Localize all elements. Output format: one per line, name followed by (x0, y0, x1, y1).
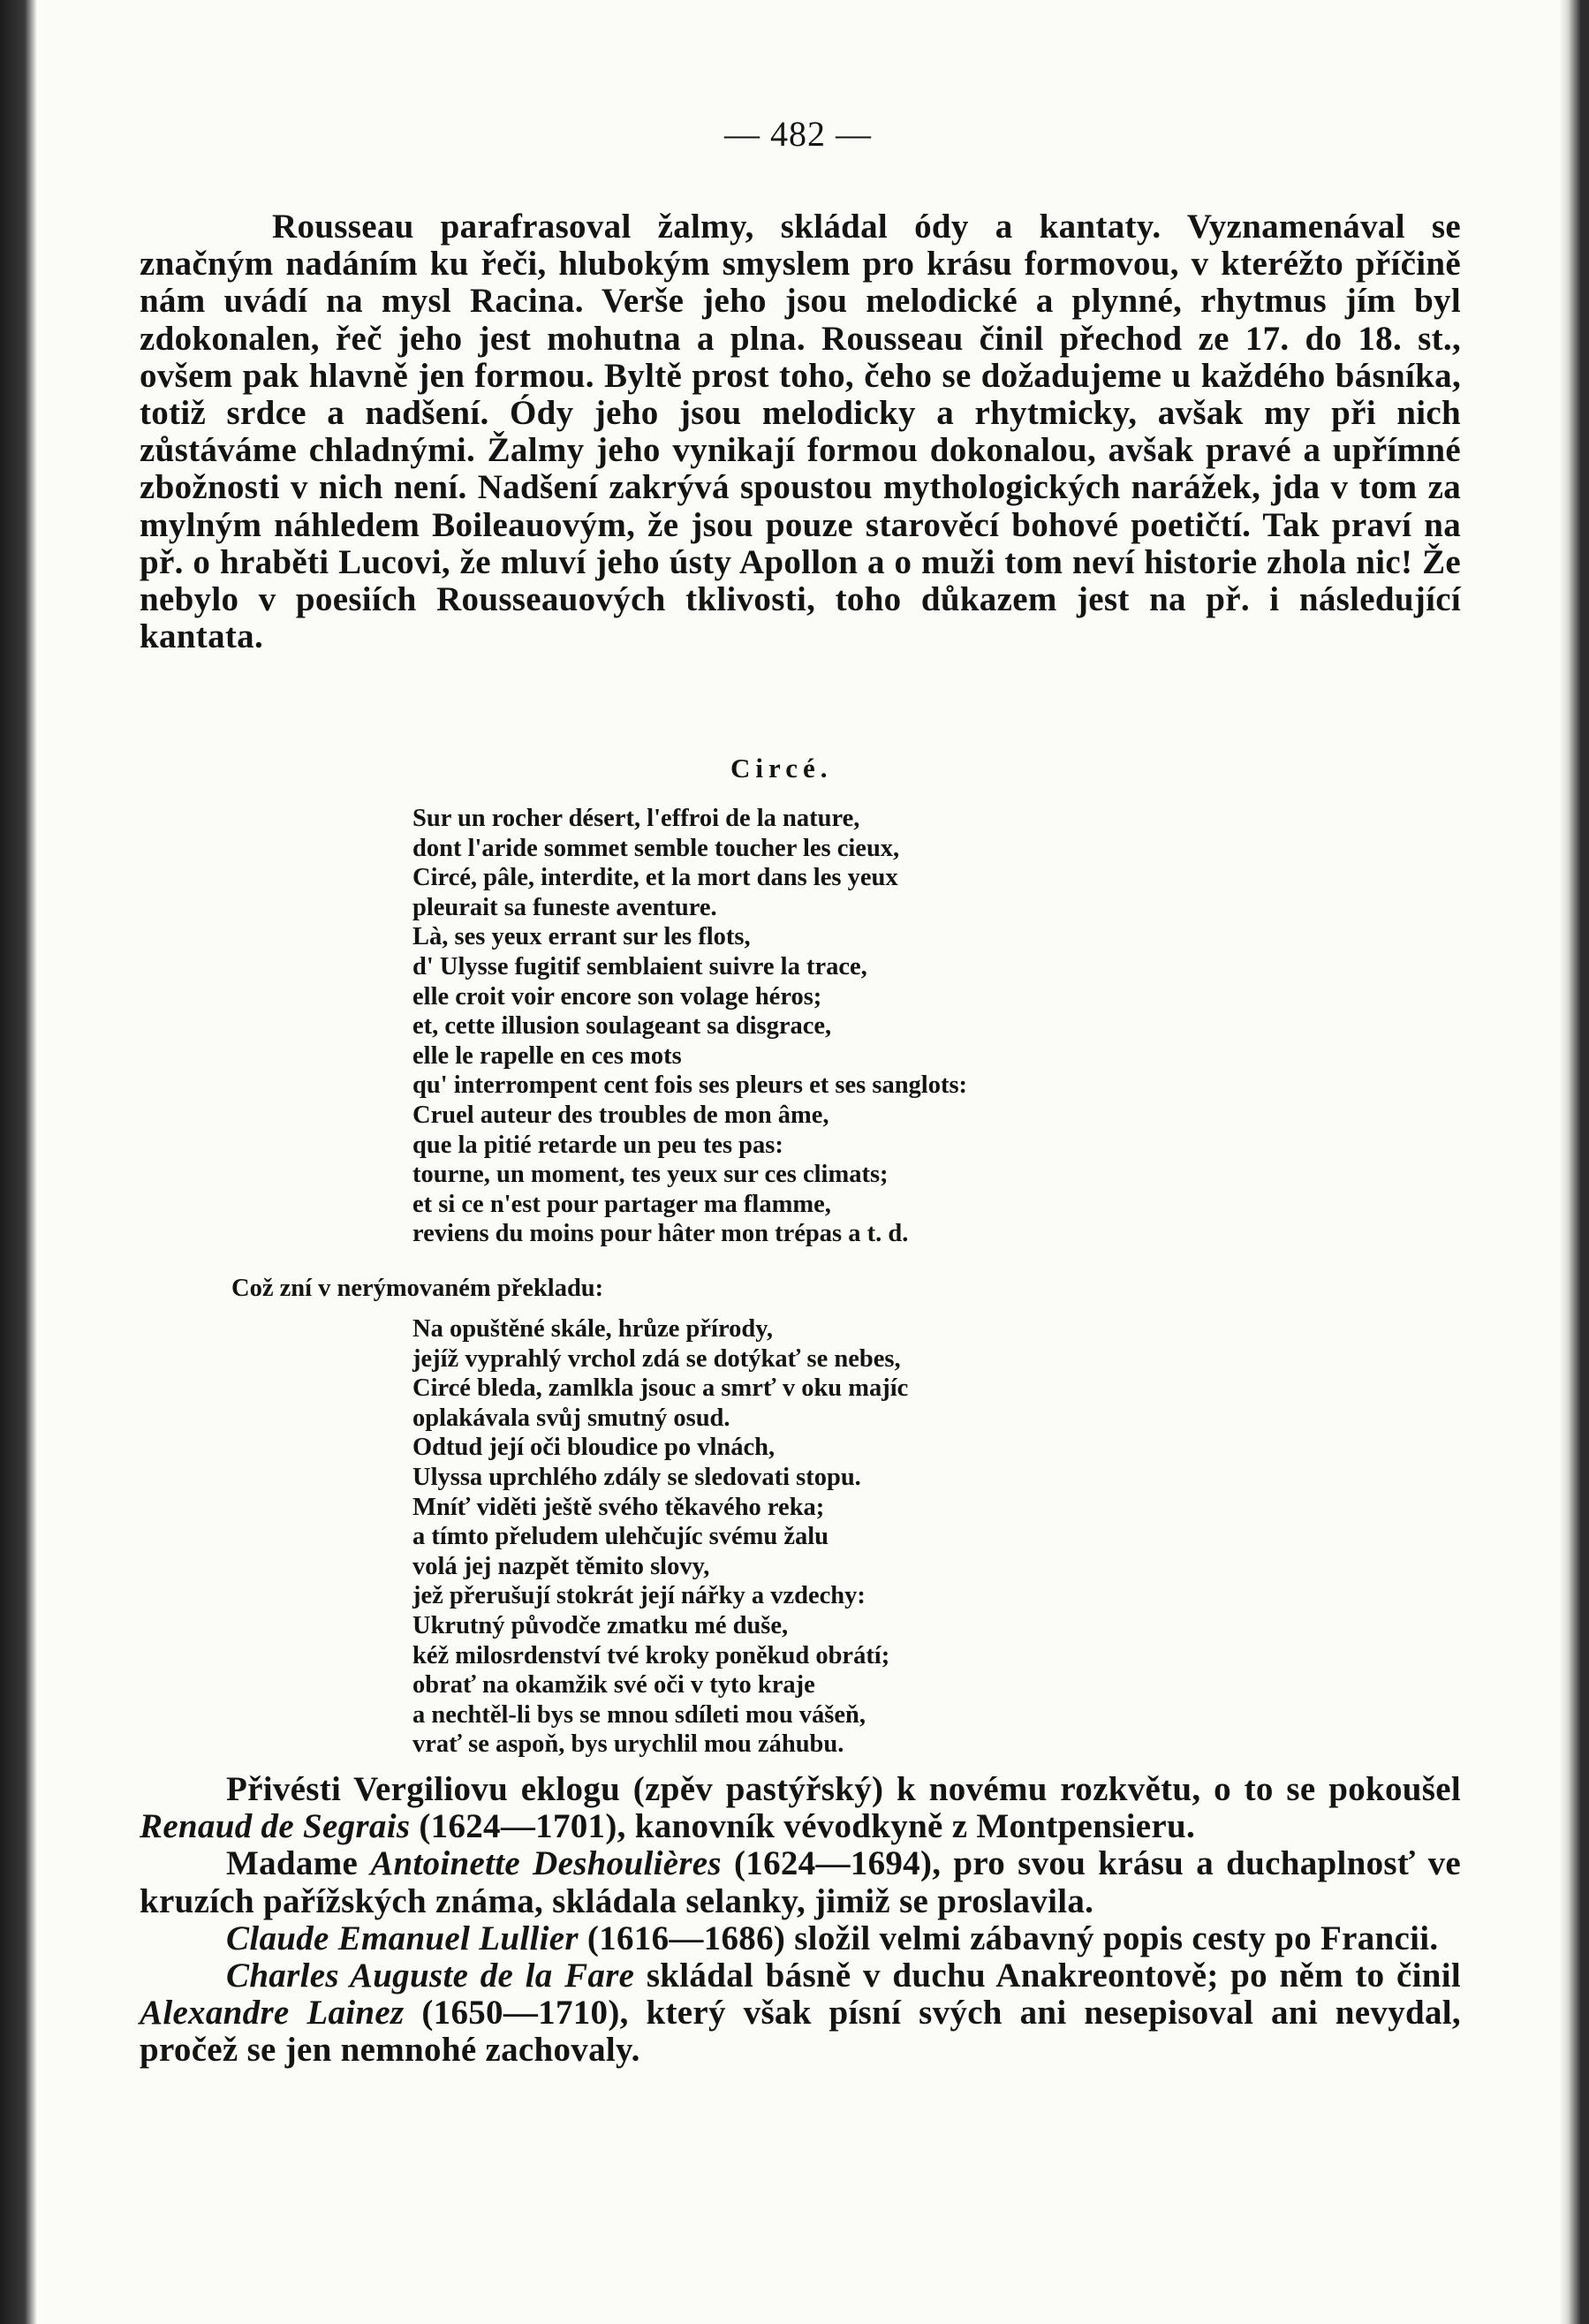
poem-line: elle croit voir encore son volage héros; (412, 982, 822, 1011)
text-run: Přivésti Vergiliovu eklogu (zpěv pastýřský) k novému rozkvětu, o to se pokoušel (226, 1770, 1461, 1808)
text-run: (1624—1701), kanovník vévodkyně z Montpensieru. (410, 1807, 1196, 1846)
poem-line: Na opuštěné skále, hrůze přírody, (412, 1315, 774, 1343)
poem-line: Cruel auteur des troubles de mon âme, (412, 1101, 829, 1129)
author-name: Antoinette Deshoulières (370, 1844, 722, 1883)
poem-line: pleurait sa funeste aventure. (412, 893, 717, 921)
paragraph-lafare (140, 1957, 1461, 2070)
poem-line: tourne, un moment, tes yeux sur ces climats; (412, 1161, 889, 1189)
book-page (37, 0, 1559, 2324)
poem-line: jež přerušují stokrát její nářky a vzdechy: (412, 1582, 866, 1610)
poem-line: Ulyssa uprchlého zdály se sledovati stopu. (412, 1463, 861, 1491)
poem-line: dont l'aride sommet semble toucher les cieux, (412, 834, 900, 862)
translation-note: Což zní v nerýmovaném překladu: (231, 1275, 604, 1302)
text-run: (1624—1694), pro svou krásu a duchaplnosť ve kruzích pařížských známa, skládala selanky, jimiž se proslavila. (140, 1844, 1462, 1920)
poem-line: qu' interrompent cent fois ses pleurs et ses sanglots: (412, 1071, 968, 1100)
page-number: — 482 — (724, 114, 872, 154)
poem-line: vrať se aspoň, bys urychlil mou záhubu. (412, 1730, 844, 1759)
poem-line: que la pitié retarde un peu tes pas: (412, 1131, 783, 1159)
poem-line: Sur un rocher désert, l'effroi de la nature, (412, 805, 860, 832)
paragraph-deshoulieres (140, 1845, 1461, 1919)
intro-paragraph: Rousseau parafrasoval žalmy, skládal ódy a kantaty. Vyznamenával se značným nadáním ku řeči, hlubokým smyslem pro krásu formovou, v kteréžto příčině nám uvádí na mysl Racina. Verše jeho jsou melodické a plynné, rhytmus jím byl zdokonalen, řeč jeho jest mohutna a plna. Rousseau činil přechod ze 17. do 18. st., ovšem pak hlavně jen formou. Byltě prost toho, čeho se dožadujeme u každého básníka, totiž srdce a nadšení. Ódy jeho jsou melodicky a rhytmicky, avšak my při nich zůstáváme chladnými. Žalmy jeho vynikají formou dokonalou, avšak pravé a upřímné zbožnosti v nich není. Nadšení zakrývá spoustou mythologických narážek, jda v tom za mylným náhledem Boileauovým, že jsou pouze starověcí bohové poetičtí. Tak praví na př. o hraběti Lucovi, že mluví jeho ústy Apollon a o muži tom neví historie zhola nic! Že nebylo v poesiích Rousseauových tklivosti, toho důkazem jest na př. i následující kantata. (140, 208, 1461, 656)
poem-line: elle le rapelle en ces mots (412, 1041, 682, 1070)
poem-line: a nechtěl-li bys se mnou sdíleti mou vášeň, (412, 1700, 866, 1729)
poem-line: Ukrutný původče zmatku mé duše, (412, 1611, 789, 1639)
poem-line: Circé, pâle, interdite, et la mort dans les yeux (412, 864, 898, 892)
poem-line: kéž milosrdenství tvé kroky poněkud obrátí; (412, 1641, 890, 1669)
poem-line: reviens du moins pour hâter mon trépas a t. d. (412, 1220, 909, 1248)
text-run: (1616—1686) složil velmi zábavný popis cesty po Francii. (578, 1919, 1439, 1957)
author-name: Renaud de Segrais (140, 1807, 411, 1846)
poem-line: d' Ulysse fugitif semblaient suivre la trace, (412, 952, 867, 980)
text-run: Madame (226, 1844, 371, 1883)
poem-line: oplakávala svůj smutný osud. (412, 1404, 730, 1432)
poem-line: jejíž vyprahlý vrchol zdá se dotýkať se nebes, (412, 1344, 901, 1373)
french-poem (412, 804, 967, 1249)
text-run: (1650—1710), který však písní svých ani nesepisoval ani nevydal, pročež se jen nemnohé zachovaly. (140, 1994, 1461, 2070)
closing-section (140, 1771, 1461, 2070)
poem-line: Circé bleda, zamlkla jsouc a smrť v oku majíc (412, 1374, 909, 1403)
author-name: Alexandre Lainez (140, 1994, 405, 2033)
poem-line: Odtud její oči bloudice po vlnách, (412, 1434, 776, 1462)
poem-line: et si ce n'est pour partager ma flamme, (412, 1190, 831, 1218)
text-run: skládal básně v duchu Anakreontově; po něm to činil (634, 1957, 1461, 1995)
paragraph-lullier (140, 1920, 1461, 1957)
czech-poem (412, 1314, 908, 1760)
poem-line: obrať na okamžik své oči v tyto kraje (412, 1671, 815, 1699)
poem-line: Mníť viděti ještě svého těkavého reka; (412, 1493, 825, 1521)
author-name: Claude Emanuel Lullier (226, 1919, 579, 1957)
poem-line: a tímto přeludem ulehčujíc svému žalu (412, 1523, 829, 1551)
poem-title: Circé. (730, 753, 833, 783)
intro-section (140, 208, 1461, 655)
poem-line: et, cette illusion soulageant sa disgrace, (412, 1012, 832, 1041)
poem-line: volá jej nazpět těmito slovy, (412, 1552, 710, 1580)
poem-line: Là, ses yeux errant sur les flots, (412, 923, 751, 951)
paragraph-segrais (140, 1771, 1461, 1845)
author-name: Charles Auguste de la Fare (226, 1957, 635, 1995)
